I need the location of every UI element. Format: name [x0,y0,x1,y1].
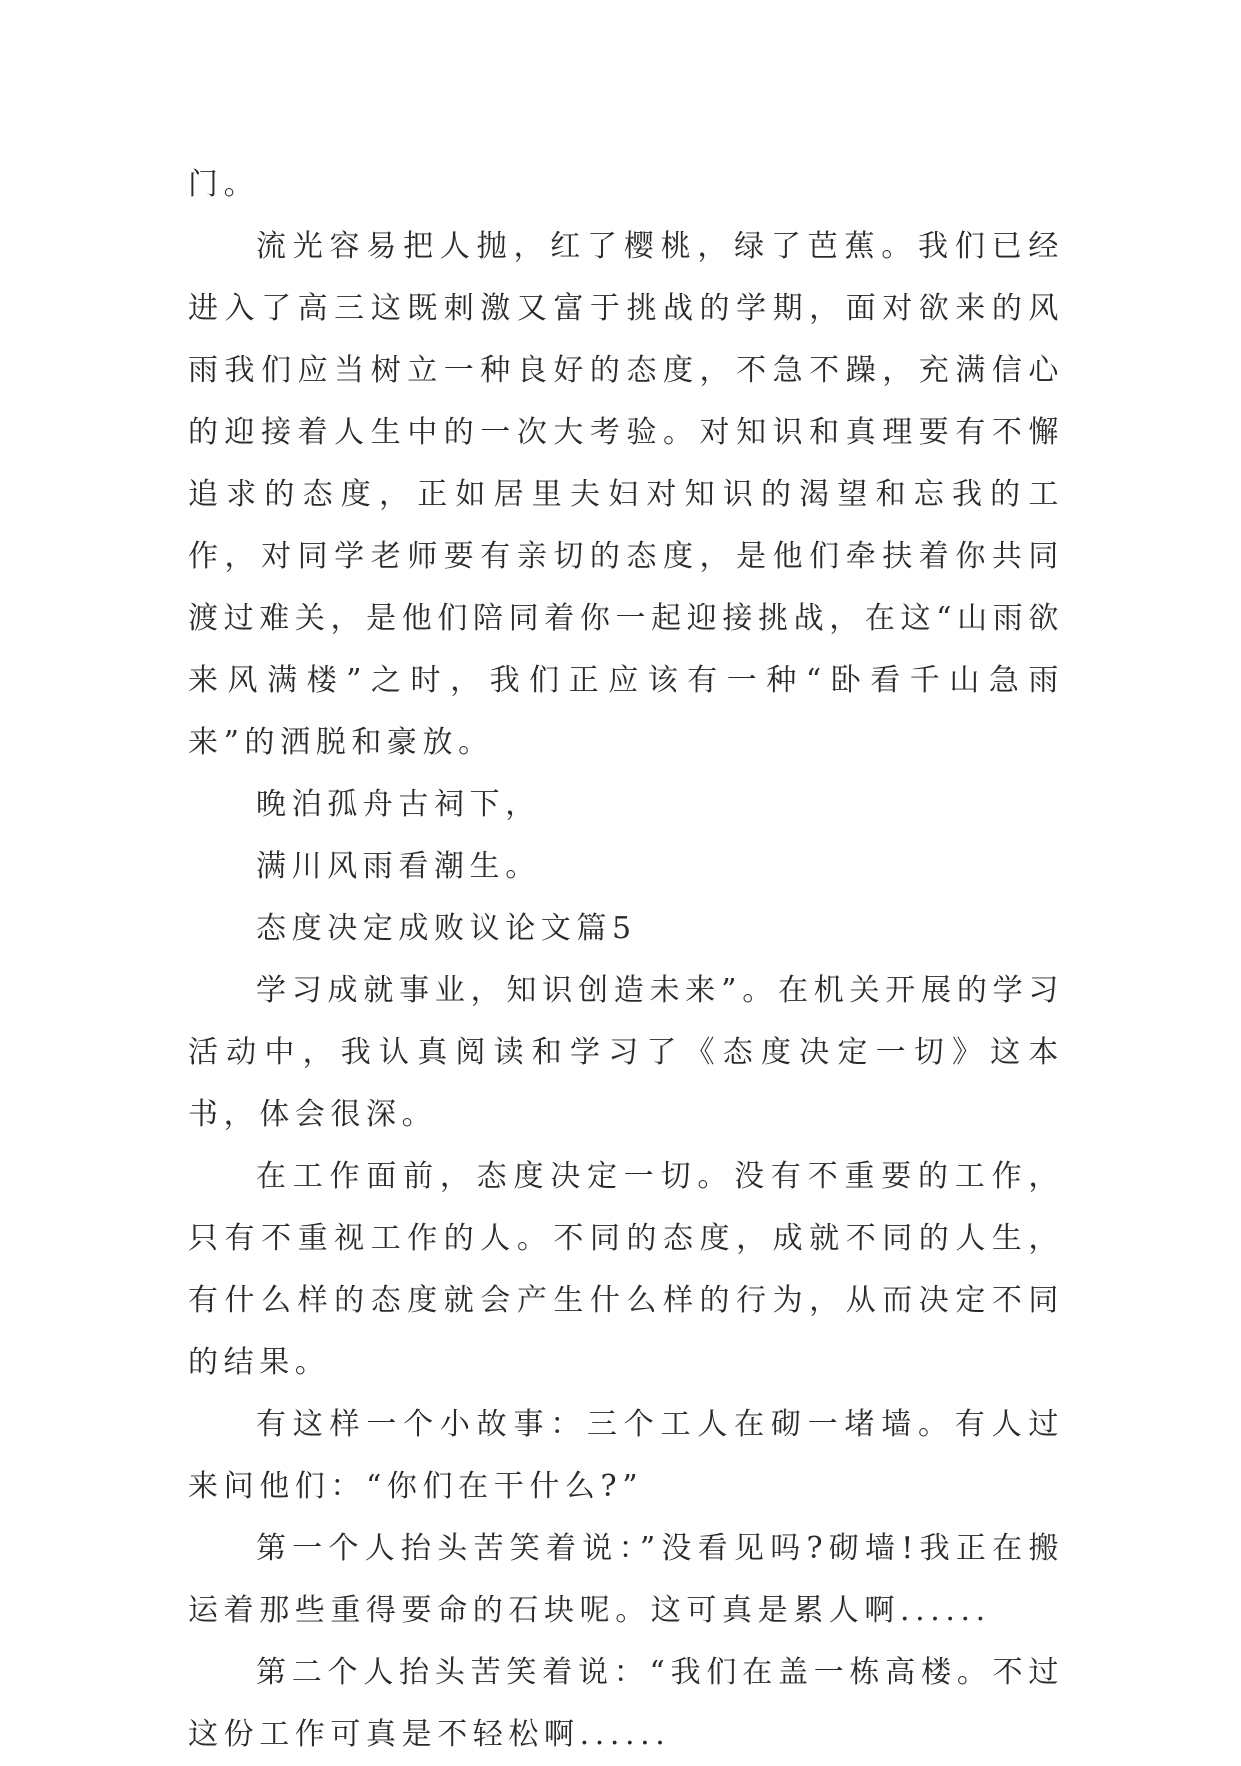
paragraph-attitude-senior-year: 流光容易把人抛，红了樱桃，绿了芭蕉。我们已经进入了高三这既刺激又富于挑战的学期，面对欲来的风雨我们应当树立一种良好的态度，不急不躁，充满信心的迎接着人生中的一次大考验。对知识和真理要有不懈追求的态度，正如居里夫妇对知识的渴望和忘我的工作，对同学老师要有亲切的态度，是他们牵扶着你共同渡过难关，是他们陪同着你一起迎接挑战，在这“山雨欲来风满楼”之时，我们正应该有一种“卧看千山急雨来”的洒脱和豪放。 [188,229,1064,760]
poem-line-2: 满川风雨看潮生。 [256,849,541,884]
paragraph-first-worker: 第一个人抬头苦笑着说：”没看见吗?砌墙!我正在搬运着那些重得要命的石块呢。这可真是累人啊...... [188,1531,1064,1628]
paragraph-study-book: 学习成就事业，知识创造未来”。在机关开展的学习活动中，我认真阅读和学习了《态度决定一切》这本书，体会很深。 [188,973,1064,1132]
paragraph-work-attitude: 在工作面前，态度决定一切。没有不重要的工作，只有不重视工作的人。不同的态度，成就不同的人生，有什么样的态度就会产生什么样的行为，从而决定不同的结果。 [188,1159,1064,1380]
body-text [188,154,1064,1766]
section-heading: 态度决定成败议论文篇5 [256,911,637,946]
paragraph-story-intro: 有这样一个小故事：三个工人在砌一堵墙。有人过来问他们：“你们在干什么?” [188,1407,1064,1504]
poem-line-1: 晚泊孤舟古祠下， [256,787,541,822]
paragraph-second-worker: 第二个人抬头苦笑着说：“我们在盖一栋高楼。不过这份工作可真是不轻松啊...... [188,1655,1064,1752]
paragraph-continuation: 门。 [188,167,260,202]
